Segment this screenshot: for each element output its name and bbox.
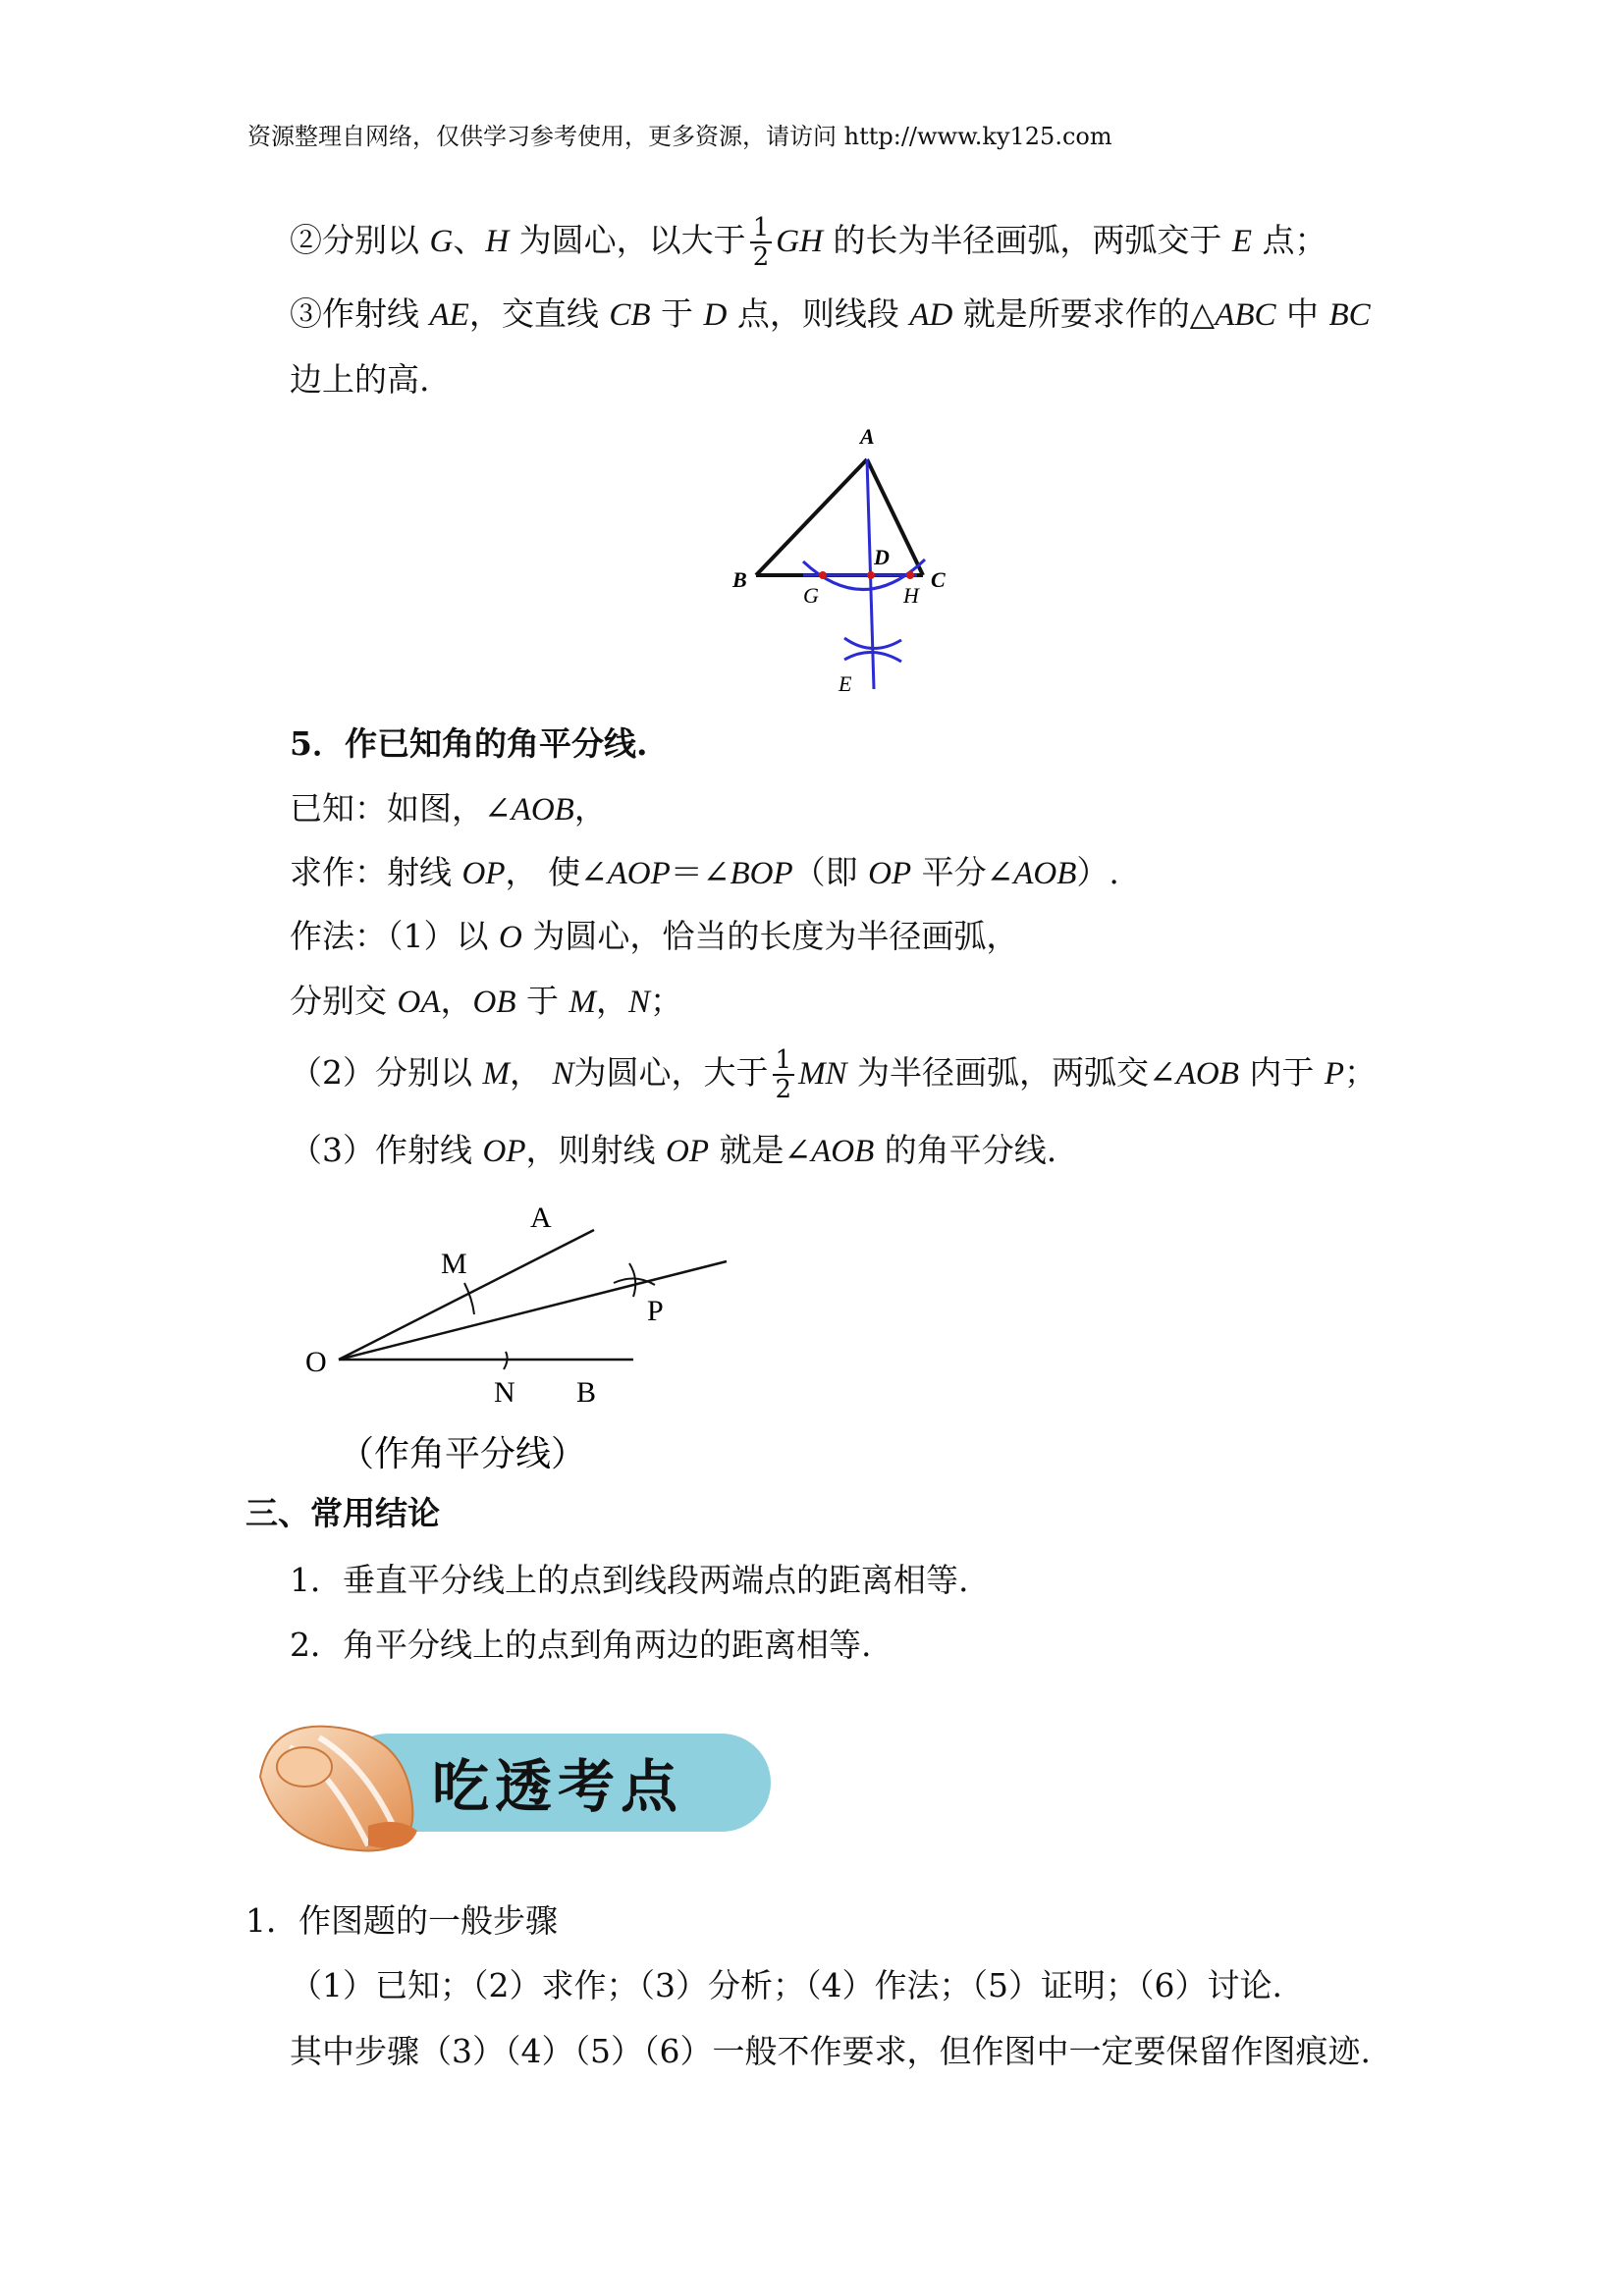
label-m: M bbox=[441, 1248, 467, 1280]
point-d bbox=[867, 571, 875, 579]
steps-list: （1）已知；（2）求作；（3）分析；（4）作法；（5）证明；（6）讨论. bbox=[290, 1966, 1282, 2004]
method-1b-line: 分别交 OA，OB 于 M，N； bbox=[290, 982, 682, 1020]
label-d: D bbox=[874, 545, 890, 569]
point-g bbox=[819, 571, 827, 579]
step-3-text: ③作射线 AE，交直线 CB 于 D 点，则线段 AD 就是所要求作的△ABC 中 BC bbox=[290, 294, 1371, 333]
page-header: 资源整理自网络，仅供学习参考使用，更多资源，请访问 http://www.ky125.com bbox=[247, 123, 1112, 150]
label-c: C bbox=[931, 567, 946, 592]
conclusion-1: 1．垂直平分线上的点到线段两端点的距离相等. bbox=[290, 1561, 969, 1599]
step-2-text: ②分别以 G、H 为圆心，以大于 $\frac{1}{2}$ GH 的长为半径画弧，两弧交于 E 点； bbox=[290, 213, 1327, 272]
method-2-line: （2）分别以 M， N为圆心，大于 $\frac{1}{2}$ MN 为半径画弧，两弧交∠AOB 内于 P； bbox=[290, 1045, 1378, 1104]
conclusion-2: 2．角平分线上的点到角两边的距离相等. bbox=[290, 1626, 872, 1664]
fraction-half: $\frac{1}{2}$ bbox=[750, 214, 773, 271]
fraction-half-2: $\frac{1}{2}$ bbox=[773, 1046, 795, 1103]
method-1-line: 作法：（1）以 O 为圆心，恰当的长度为半径画弧， bbox=[290, 917, 1019, 955]
method-3-line: （3）作射线 OP，则射线 OP 就是∠AOB 的角平分线. bbox=[290, 1131, 1057, 1169]
steps-note: 其中步骤（3）（4）（5）（6）一般不作要求，但作图中一定要保留作图痕迹. bbox=[290, 2032, 1371, 2070]
label-o: O bbox=[305, 1346, 327, 1378]
banner-title: 吃透考点 bbox=[432, 1755, 684, 1819]
angle-bisector-figure bbox=[290, 1193, 751, 1477]
section-3-title: 三、常用结论 bbox=[245, 1494, 440, 1532]
label-g: G bbox=[803, 583, 819, 608]
figure-caption: （作角平分线） bbox=[339, 1434, 587, 1473]
label-e: E bbox=[839, 671, 852, 696]
arc-mark-m bbox=[464, 1283, 474, 1314]
key-points-banner bbox=[250, 1708, 781, 1865]
label-a2: A bbox=[530, 1201, 552, 1234]
side-ab bbox=[756, 459, 867, 575]
section-5-title: 5．作已知角的角平分线. bbox=[290, 724, 648, 763]
known-line: 已知：如图，∠AOB， bbox=[290, 789, 607, 828]
label-b: B bbox=[732, 567, 747, 592]
point-h bbox=[906, 571, 914, 579]
ray-op bbox=[339, 1261, 727, 1360]
label-b2: B bbox=[576, 1376, 597, 1409]
altitude-construction-figure bbox=[717, 422, 952, 697]
step-3-text-line2: 边上的高. bbox=[290, 360, 430, 399]
arc-mark-p2 bbox=[629, 1263, 635, 1297]
label-a: A bbox=[860, 424, 875, 449]
required-line: 求作：射线 OP， 使∠AOP＝∠BOP（即 OP 平分∠AOB）. bbox=[290, 853, 1119, 891]
label-h: H bbox=[903, 583, 919, 608]
label-n: N bbox=[494, 1376, 515, 1409]
label-p: P bbox=[647, 1295, 664, 1327]
steps-heading: 1．作图题的一般步骤 bbox=[245, 1901, 558, 1940]
